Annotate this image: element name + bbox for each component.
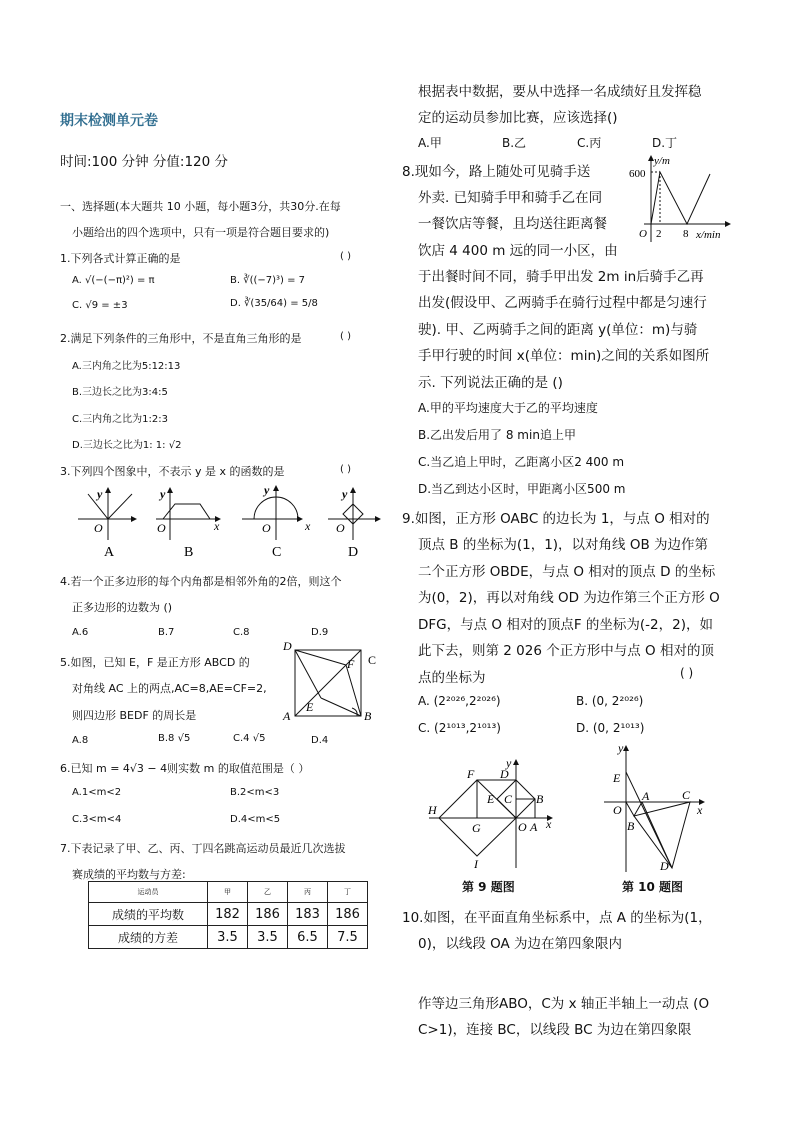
q8-origin: O (639, 228, 647, 240)
q3b-origin: O (157, 521, 166, 535)
q4-option-a: A.6 (72, 627, 89, 638)
q10-y-label: y (618, 742, 624, 755)
table-cell: 182 (208, 903, 248, 926)
q3a-y-label: y (97, 487, 103, 501)
q9-option-d: D. (0, 2¹⁰¹³) (576, 721, 645, 735)
q8-line6: 出发(假设甲、乙两骑手在骑行过程中都是匀速行 (418, 295, 707, 311)
q3d-y-label: y (342, 487, 348, 501)
q9-point-e: E (487, 792, 495, 806)
table-header-cell: 甲 (208, 882, 248, 903)
q1-paren: ( ) (340, 251, 351, 262)
q9-figure-caption: 第 9 题图 (462, 880, 515, 894)
q4-stem-line2: 正多边形的边数为 () (72, 601, 173, 614)
q10-point-e: E (613, 771, 621, 785)
q8-option-b: B.乙出发后用了 8 min追上甲 (418, 428, 576, 442)
q1-option-c: C. √9 = ±3 (72, 300, 128, 311)
q7-option-b: B.乙 (502, 136, 527, 150)
q7-option-c: C.丙 (577, 136, 602, 150)
q9-line6: 此下去，则第 2 026 个正方形中与点 O 相对的顶 (418, 643, 714, 659)
q3c-x-label: x (305, 519, 311, 533)
q3-label-d: D (348, 545, 359, 560)
q8-x-axis-label: x/min (696, 229, 721, 241)
q8-line5: 于出餐时间不同，骑手甲出发 2m in后骑手乙再 (418, 269, 704, 285)
q8-line2: 外卖. 已知骑手甲和骑手乙在同 (418, 190, 603, 206)
q9-line5: DFG，与点 O 相对的顶点F 的坐标为(-2，2)，如 (418, 617, 713, 633)
q10-point-a: A (642, 789, 650, 803)
table-cell: 成绩的方差 (89, 926, 208, 949)
q3a-origin: O (94, 521, 103, 535)
q8-line7: 驶). 甲、乙两骑手之间的距离 y(单位：m)与骑 (418, 322, 698, 338)
q3-function-graphs (70, 482, 390, 562)
q3b-x-label: x (214, 519, 220, 533)
q5-option-a: A.8 (72, 735, 89, 746)
q3-paren: ( ) (340, 464, 351, 475)
q1-option-a: A. √(−(−π)²) = π (72, 275, 155, 286)
q8-line9: 示. 下列说法正确的是 () (418, 375, 563, 391)
q5-point-d: D (283, 639, 292, 653)
q6-stem: 6.已知 m = 4√3 − 4则实数 m 的取值范围是（ ） (60, 762, 310, 775)
q9-point-i: I (474, 857, 478, 871)
q2-stem: 2.满足下列条件的三角形中，不是直角三角形的是 (60, 332, 302, 345)
table-row (89, 926, 368, 949)
q9-line2: 顶点 B 的坐标为(1，1)，以对角线 OB 为边作第 (418, 537, 709, 553)
table-cell: 7.5 (328, 926, 368, 949)
q1-stem: 1.下列各式计算正确的是 (60, 252, 181, 265)
q6-option-c: C.3<m<4 (72, 814, 122, 825)
q3-label-a: A (104, 545, 115, 560)
q2-option-c: C.三内角之比为1:2:3 (72, 414, 168, 425)
q9-x-label: x (546, 817, 552, 831)
q3b-y-label: y (160, 487, 166, 501)
table-row (89, 903, 368, 926)
q2-paren: ( ) (340, 331, 351, 342)
q9-line7: 点的坐标为 (418, 670, 486, 686)
table-cell: 3.5 (248, 926, 288, 949)
page-title: 期末检测单元卷 (60, 113, 158, 129)
q5-stem-line3: 则四边形 BEDF 的周长是 (72, 709, 197, 722)
q5-point-a: A (283, 709, 291, 723)
q7-cont-line1: 根据表中数据，要从中选择一名成绩好且发挥稳 (418, 84, 702, 100)
q4-option-b: B.7 (158, 627, 175, 638)
table-cell: 6.5 (288, 926, 328, 949)
q9-line4: 为(0，2)，再以对角线 OD 为边作第三个正方形 O (418, 590, 720, 606)
q3-stem: 3.下列四个图象中，不表示 y 是 x 的函数的是 (60, 465, 285, 478)
q6-option-a: A.1<m<2 (72, 787, 122, 798)
q4-stem-line1: 4.若一个正多边形的每个内角都是相邻外角的2倍，则这个 (60, 575, 342, 588)
q8-y-tick-600: 600 (629, 168, 646, 180)
table-header-cell: 丙 (288, 882, 328, 903)
q7-stem-line2: 赛成绩的平均数与方差: (72, 868, 186, 881)
q9-point-a: A (530, 820, 538, 834)
table-header-cell: 运动员 (89, 882, 208, 903)
q8-option-d: D.当乙到达小区时，甲距离小区500 m (418, 482, 626, 496)
q9-point-f: F (467, 767, 475, 781)
q3-label-c: C (272, 545, 282, 560)
q10-point-d: D (660, 859, 669, 873)
q5-option-c: C.4 √5 (233, 733, 266, 744)
q3-graph-c (242, 483, 311, 560)
table-cell: 3.5 (208, 926, 248, 949)
q1-option-b: B. ∛((−7)³) = 7 (230, 275, 306, 286)
q8-option-a: A.甲的平均速度大于乙的平均速度 (418, 401, 598, 415)
q7-option-a: A.甲 (418, 136, 442, 150)
q4-option-d: D.9 (311, 627, 329, 638)
q7-cont-line2: 定的运动员参加比赛，应该选择() (418, 110, 618, 126)
q3-graph-a (78, 487, 136, 560)
q5-square-figure (280, 638, 380, 728)
q9-line1: 9.如图，正方形 OABC 的边长为 1，与点 O 相对的 (402, 511, 710, 527)
q5-option-d: D.4 (311, 735, 329, 746)
q6-option-d: D.4<m<5 (230, 814, 281, 825)
q8-line1: 8.现如今，路上随处可见骑手送 (402, 164, 591, 180)
q7-stem-line1: 7.下表记录了甲、乙、丙、丁四名跳高运动员最近几次选拔 (60, 842, 346, 855)
q8-x-tick-2: 2 (656, 228, 662, 240)
section-heading-line1: 一、选择题(本大题共 10 小题，每小题3分，共30分.在每 (60, 200, 341, 213)
q3-label-b: B (184, 545, 194, 560)
q3-graph-b (156, 487, 220, 560)
q9-point-h: H (428, 803, 437, 817)
table-cell: 183 (288, 903, 328, 926)
q7-option-d: D.丁 (652, 136, 678, 150)
q8-line8: 手甲行驶的时间 x(单位：min)之间的关系如图所 (418, 348, 710, 364)
q9-point-b: B (536, 792, 544, 806)
q8-line3: 一餐饮店等餐，且均送往距离餐 (418, 216, 607, 232)
table-header-cell: 乙 (248, 882, 288, 903)
q9-squares-figure (424, 756, 554, 871)
q6-option-b: B.2<m<3 (230, 787, 280, 798)
q10-line3: 作等边三角形ABO，C为 x 轴正半轴上一动点 (O (418, 996, 710, 1012)
section-heading-line2: 小题给出的四个选项中，只有一项是符合题目要求的) (72, 226, 330, 239)
table-header-row (89, 882, 368, 903)
q9-origin: O (518, 820, 527, 834)
q9-point-g: G (472, 821, 481, 835)
q9-point-d: D (500, 767, 509, 781)
q8-x-tick-8: 8 (683, 228, 689, 240)
q7-score-table (88, 881, 368, 949)
time-score: 时间:100 分钟 分值:120 分 (60, 154, 229, 170)
q9-paren: ( ) (680, 666, 694, 680)
q10-point-c: C (682, 788, 691, 802)
q3-graph-d (328, 487, 380, 560)
q2-option-b: B.三边长之比为3:4:5 (72, 387, 168, 398)
q4-option-c: C.8 (233, 627, 250, 638)
q9-y-label: y (506, 756, 512, 770)
q3d-origin: O (336, 521, 345, 535)
table-header-cell: 丁 (328, 882, 368, 903)
q2-option-d: D.三边长之比为1: 1: √2 (72, 440, 182, 451)
q9-option-b: B. (0, 2²⁰²⁶) (576, 694, 644, 708)
q10-line2: 0)，以线段 OA 为边在第四象限内 (418, 936, 623, 952)
q5-option-b: B.8 √5 (158, 733, 191, 744)
table-cell: 成绩的平均数 (89, 903, 208, 926)
q3c-origin: O (262, 521, 271, 535)
q10-point-b: B (627, 819, 635, 833)
q5-stem-line1: 5.如图，已知 E，F 是正方形 ABCD 的 (60, 656, 250, 669)
q8-line4: 饮店 4 400 m 远的同一小区，由 (418, 243, 618, 259)
q10-triangles-figure (600, 742, 710, 874)
q5-stem-line2: 对角线 AC 上的两点,AC=8,AE=CF=2, (72, 682, 267, 695)
q9-option-a: A. (2²⁰²⁶,2²⁰²⁶) (418, 694, 501, 708)
table-cell: 186 (248, 903, 288, 926)
q10-origin: O (613, 803, 622, 817)
q9-line3: 二个正方形 OBDE，与点 O 相对的顶点 D 的坐标 (418, 564, 716, 580)
q10-line4: C>1)，连接 BC，以线段 BC 为边在第四象限 (418, 1022, 692, 1038)
q9-option-c: C. (2¹⁰¹³,2¹⁰¹³) (418, 721, 501, 735)
q3c-y-label: y (264, 483, 270, 497)
q8-y-axis-label: y/m (654, 155, 670, 167)
q2-option-a: A.三内角之比为5:12:13 (72, 361, 181, 372)
table-cell: 186 (328, 903, 368, 926)
q10-line1: 10.如图，在平面直角坐标系中，点 A 的坐标为(1， (402, 910, 712, 926)
q5-point-e: E (306, 700, 314, 714)
q5-point-b: B (364, 709, 372, 723)
q9-point-c: C (504, 792, 513, 806)
q5-point-f: F (347, 657, 355, 671)
q10-x-label: x (697, 803, 703, 817)
q8-distance-graph (624, 152, 734, 244)
q1-option-d: D. ∛(35/64) = 5/8 (230, 298, 318, 309)
q10-figure-caption: 第 10 题图 (622, 880, 684, 894)
q5-point-c: C (368, 653, 377, 667)
q8-option-c: C.当乙追上甲时，乙距离小区2 400 m (418, 455, 625, 469)
